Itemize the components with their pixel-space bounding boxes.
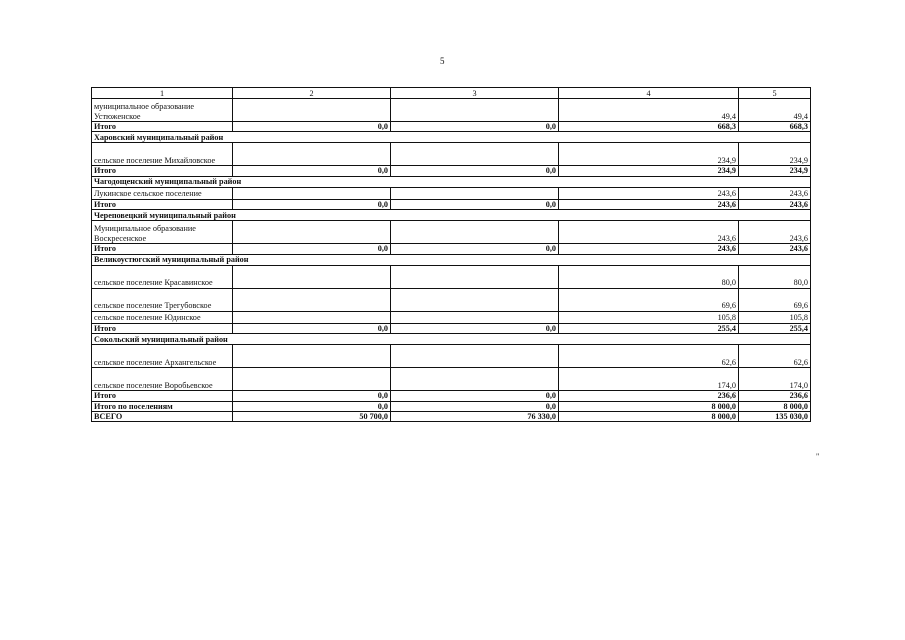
settlement-name: сельское поселение Михайловское <box>92 143 233 166</box>
settlement-col2 <box>233 288 391 311</box>
table-body <box>92 88 811 422</box>
grand-col4: 8 000,0 <box>559 401 739 411</box>
total-label: Итого <box>92 391 233 401</box>
settlement-col4: 69,6 <box>559 288 739 311</box>
settlement-col4: 243,6 <box>559 187 739 199</box>
district-row <box>92 334 811 345</box>
settlement-col2 <box>233 99 391 122</box>
total-label: Итого <box>92 199 233 209</box>
settlement-col4: 62,6 <box>559 345 739 368</box>
total-col5: 243,6 <box>739 199 811 209</box>
settlement-col3 <box>391 187 559 199</box>
total-col5: 255,4 <box>739 323 811 333</box>
settlement-col4: 234,9 <box>559 143 739 166</box>
settlement-col2 <box>233 221 391 244</box>
district-name: Харовский муниципальный район <box>92 132 811 143</box>
settlement-col5: 174,0 <box>739 368 811 391</box>
settlement-col2 <box>233 345 391 368</box>
settlement-name: сельское поселение Воробьевское <box>92 368 233 391</box>
total-row <box>92 323 811 333</box>
settlement-col5: 243,6 <box>739 221 811 244</box>
settlement-col5: 80,0 <box>739 265 811 288</box>
settlement-col3 <box>391 221 559 244</box>
total-col4: 243,6 <box>559 244 739 254</box>
district-row <box>92 176 811 187</box>
settlement-col2 <box>233 187 391 199</box>
total-col5: 236,6 <box>739 391 811 401</box>
settlement-col2 <box>233 368 391 391</box>
settlement-row <box>92 143 811 166</box>
total-col3: 0,0 <box>391 199 559 209</box>
grand-col3: 0,0 <box>391 401 559 411</box>
total-col3: 0,0 <box>391 166 559 176</box>
settlement-row <box>92 345 811 368</box>
total-col2: 0,0 <box>233 166 391 176</box>
total-label: Итого <box>92 323 233 333</box>
grand-col2: 50 700,0 <box>233 411 391 421</box>
district-name: Череповецкий муниципальный район <box>92 210 811 221</box>
district-row <box>92 254 811 265</box>
settlement-col4: 105,8 <box>559 311 739 323</box>
settlement-row <box>92 187 811 199</box>
district-name: Великоустюгский муниципальный район <box>92 254 811 265</box>
col-header-4: 4 <box>559 88 739 99</box>
settlement-name: Лукинское сельское поселение <box>92 187 233 199</box>
total-row <box>92 166 811 176</box>
district-row <box>92 210 811 221</box>
settlement-name: Муниципальное образование Воскресенское <box>92 221 233 244</box>
grand-col4: 8 000,0 <box>559 411 739 421</box>
total-row <box>92 199 811 209</box>
settlement-col3 <box>391 311 559 323</box>
grand-label: Итого по поселениям <box>92 401 233 411</box>
total-col2: 0,0 <box>233 391 391 401</box>
total-col5: 243,6 <box>739 244 811 254</box>
total-label: Итого <box>92 166 233 176</box>
settlement-row <box>92 265 811 288</box>
column-number-row <box>92 88 811 99</box>
district-row <box>92 132 811 143</box>
total-row <box>92 244 811 254</box>
settlement-col5: 49,4 <box>739 99 811 122</box>
settlement-col5: 243,6 <box>739 187 811 199</box>
settlement-col3 <box>391 288 559 311</box>
total-col2: 0,0 <box>233 122 391 132</box>
grand-total-row <box>92 411 811 421</box>
total-col3: 0,0 <box>391 323 559 333</box>
settlement-name: сельское поселение Красавинское <box>92 265 233 288</box>
settlement-col3 <box>391 99 559 122</box>
settlement-col3 <box>391 368 559 391</box>
settlement-row <box>92 99 811 122</box>
settlement-col3 <box>391 345 559 368</box>
settlement-col5: 62,6 <box>739 345 811 368</box>
col-header-3: 3 <box>391 88 559 99</box>
district-name: Чагодощенский муниципальный район <box>92 176 811 187</box>
total-col4: 668,3 <box>559 122 739 132</box>
settlement-col4: 174,0 <box>559 368 739 391</box>
settlement-row <box>92 288 811 311</box>
closing-quote: " <box>816 452 820 461</box>
settlement-name: муниципальное образование Устюженское <box>92 99 233 122</box>
district-name: Сокольский муниципальный район <box>92 334 811 345</box>
settlement-col4: 243,6 <box>559 221 739 244</box>
total-row <box>92 122 811 132</box>
settlement-col4: 49,4 <box>559 99 739 122</box>
settlement-col2 <box>233 143 391 166</box>
grand-col5: 135 030,0 <box>739 411 811 421</box>
settlement-row <box>92 311 811 323</box>
total-col3: 0,0 <box>391 122 559 132</box>
total-col2: 0,0 <box>233 199 391 209</box>
settlement-name: сельское поселение Архангельское <box>92 345 233 368</box>
col-header-5: 5 <box>739 88 811 99</box>
settlements-total-row <box>92 401 811 411</box>
total-col5: 668,3 <box>739 122 811 132</box>
settlement-name: сельское поселение Юдинское <box>92 311 233 323</box>
total-col4: 236,6 <box>559 391 739 401</box>
total-row <box>92 391 811 401</box>
total-col4: 243,6 <box>559 199 739 209</box>
total-label: Итого <box>92 244 233 254</box>
grand-label: ВСЕГО <box>92 411 233 421</box>
settlement-name: сельское поселение Трегубовское <box>92 288 233 311</box>
total-col2: 0,0 <box>233 323 391 333</box>
total-col2: 0,0 <box>233 244 391 254</box>
settlement-col2 <box>233 311 391 323</box>
total-label: Итого <box>92 122 233 132</box>
grand-col2: 0,0 <box>233 401 391 411</box>
settlement-col4: 80,0 <box>559 265 739 288</box>
page-number: 5 <box>440 56 445 66</box>
settlement-row <box>92 368 811 391</box>
settlement-col5: 69,6 <box>739 288 811 311</box>
allocation-table <box>91 87 811 422</box>
col-header-1: 1 <box>92 88 233 99</box>
settlement-row <box>92 221 811 244</box>
grand-col5: 8 000,0 <box>739 401 811 411</box>
total-col5: 234,9 <box>739 166 811 176</box>
total-col4: 234,9 <box>559 166 739 176</box>
settlement-col3 <box>391 265 559 288</box>
settlement-col5: 105,8 <box>739 311 811 323</box>
settlement-col2 <box>233 265 391 288</box>
settlement-col5: 234,9 <box>739 143 811 166</box>
total-col3: 0,0 <box>391 391 559 401</box>
grand-col3: 76 330,0 <box>391 411 559 421</box>
total-col4: 255,4 <box>559 323 739 333</box>
col-header-2: 2 <box>233 88 391 99</box>
settlement-col3 <box>391 143 559 166</box>
total-col3: 0,0 <box>391 244 559 254</box>
